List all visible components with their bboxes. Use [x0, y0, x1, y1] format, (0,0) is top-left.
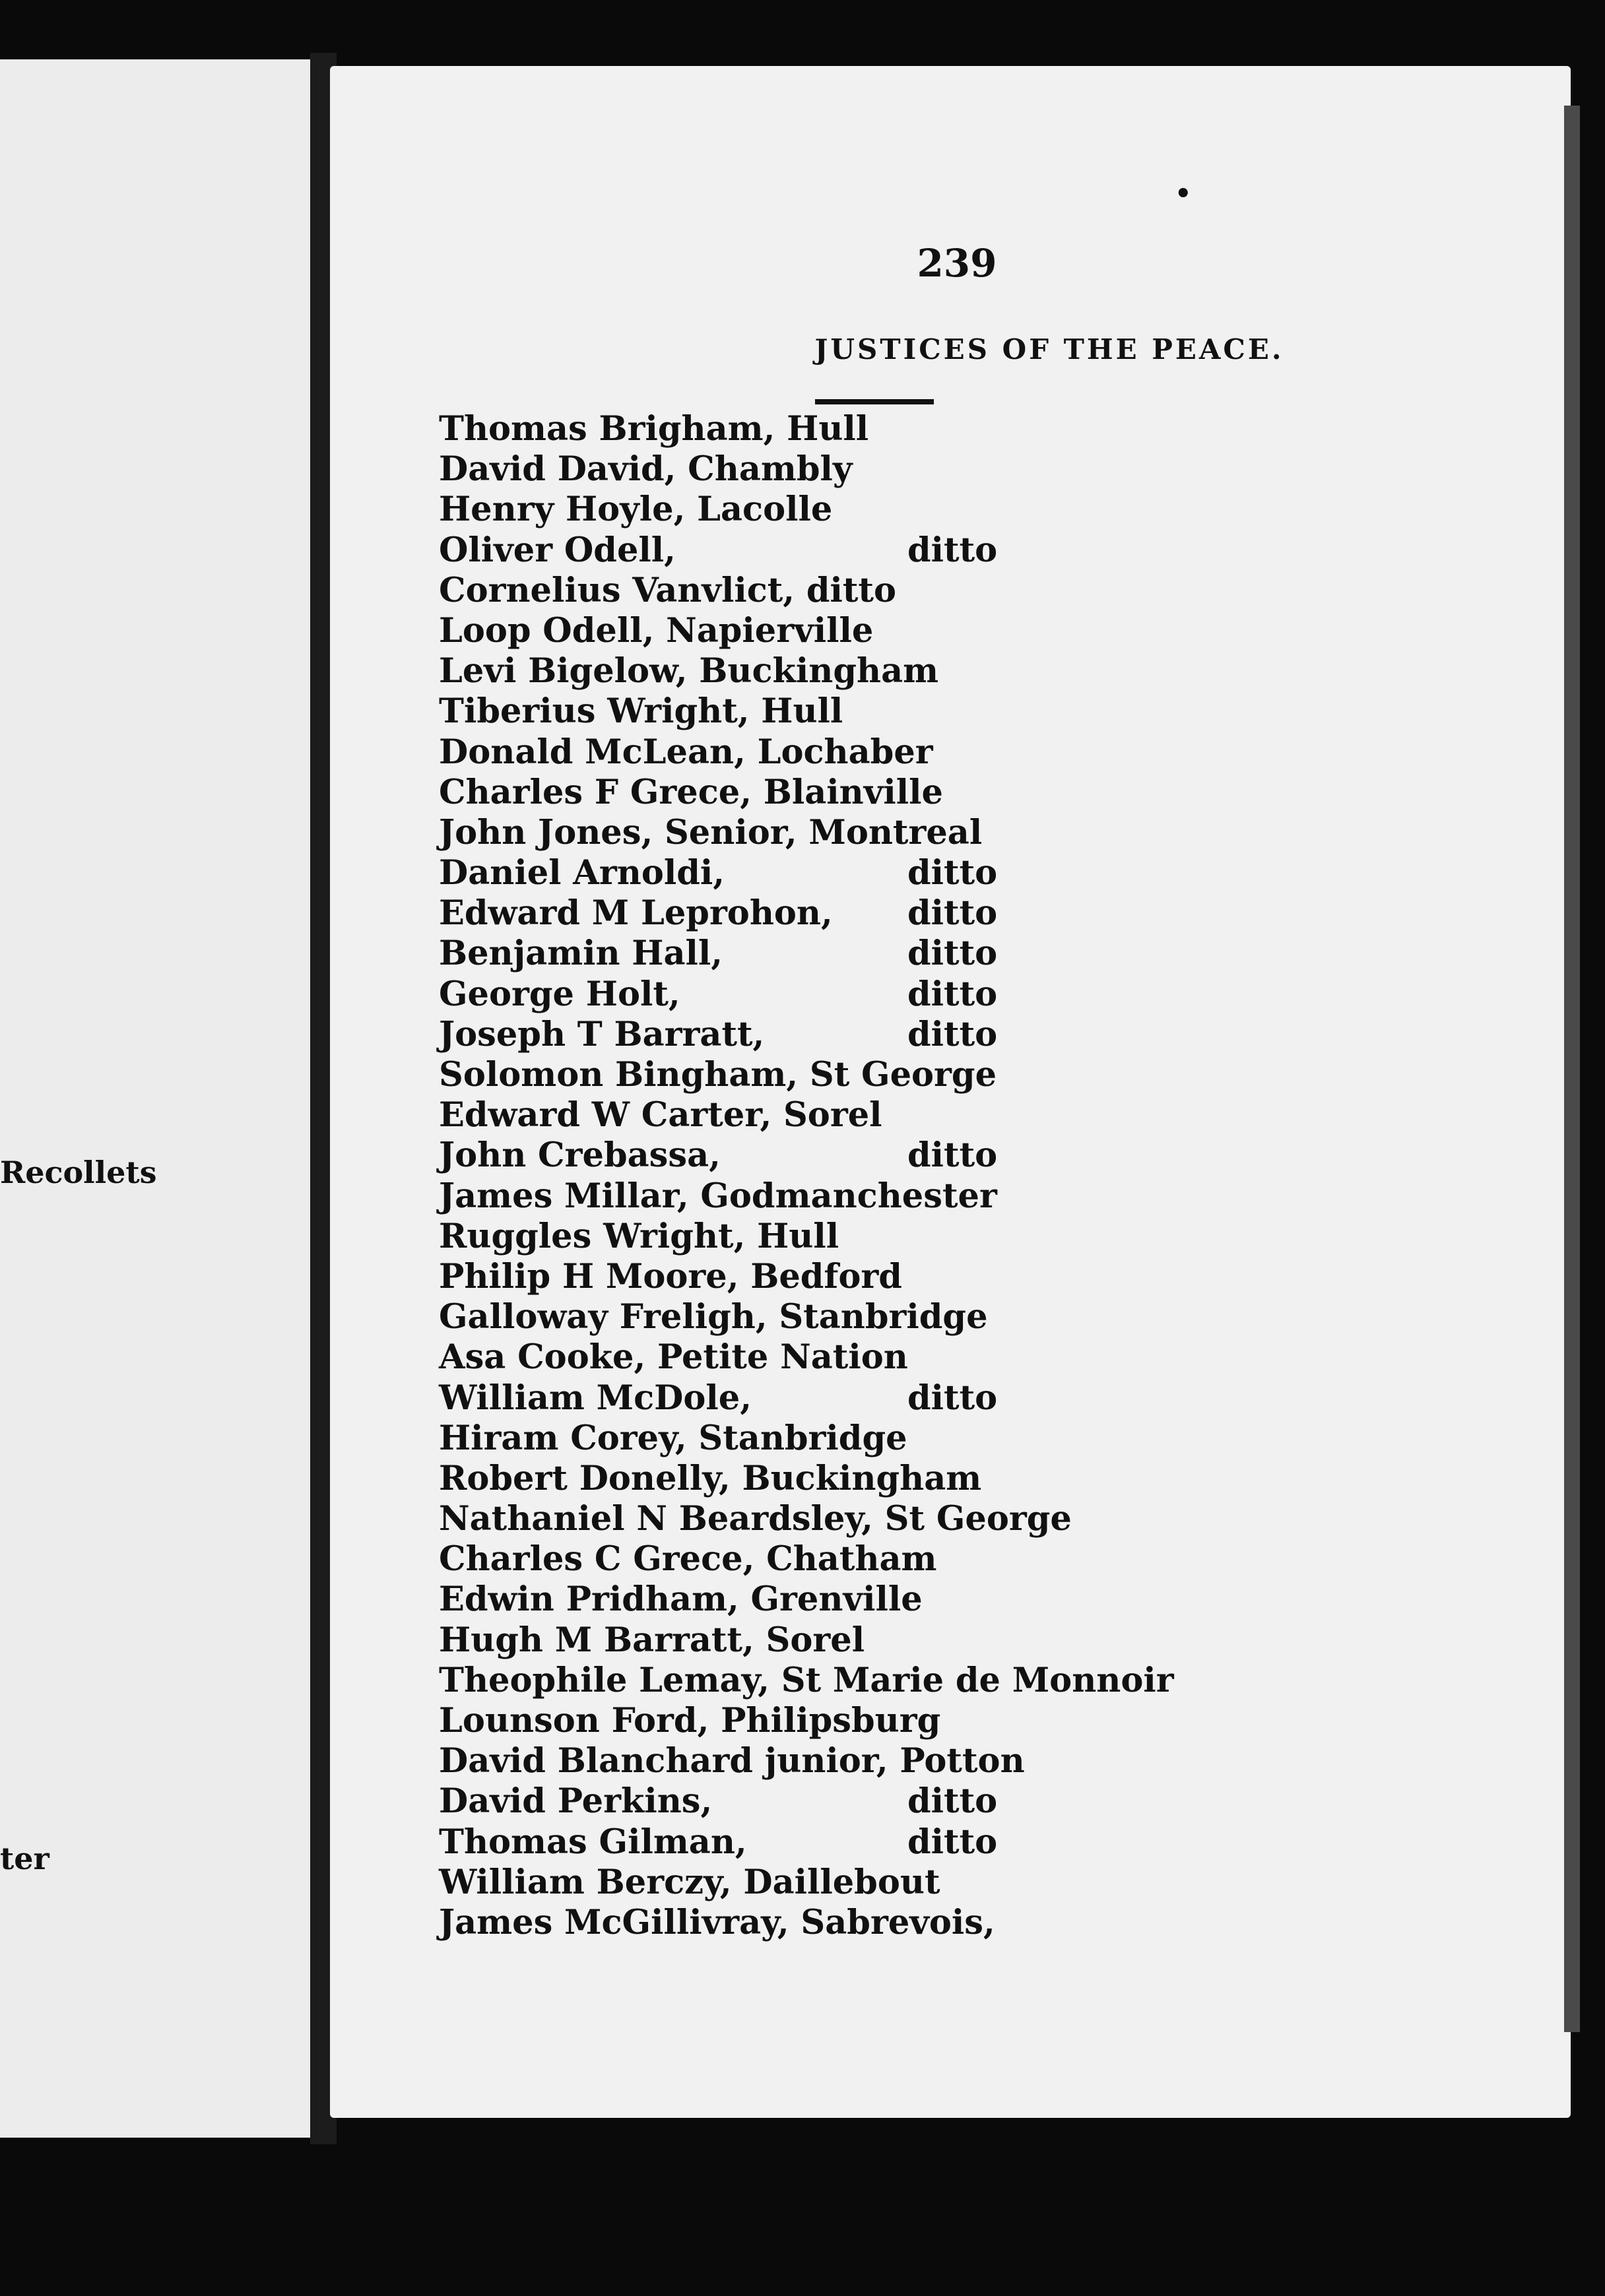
justice-name: Loop Odell, Napierville: [439, 610, 874, 651]
justice-name: Thomas Brigham, Hull: [439, 409, 869, 449]
justice-name: James McGillivray, Sabrevois,: [439, 1902, 995, 1942]
justice-entry: [439, 1015, 1528, 1055]
justice-name: Donald McLean, Lochaber: [439, 732, 933, 772]
justice-name: Levi Bigelow, Buckingham: [439, 651, 939, 691]
justice-entry: [439, 1701, 1528, 1741]
ditto-mark: ditto: [907, 1378, 998, 1418]
justice-entry: [439, 974, 1528, 1015]
justice-entry: [439, 1741, 1528, 1781]
justice-name: Lounson Ford, Philipsburg: [439, 1701, 941, 1740]
justice-entry: [439, 1257, 1528, 1297]
ditto-mark: ditto: [907, 1135, 998, 1176]
left-page: [0, 59, 317, 2138]
justice-name: Robert Donelly, Buckingham: [439, 1458, 982, 1498]
justice-name: Nathaniel N Beardsley, St George: [439, 1499, 1072, 1539]
justice-name: John Crebassa,: [439, 1135, 721, 1176]
justice-entry: [439, 732, 1528, 773]
justice-name: Daniel Arnoldi,: [439, 853, 725, 893]
justice-entry: [439, 1539, 1528, 1579]
left-page-fragment: ter: [0, 1841, 49, 1876]
justice-name: David Perkins,: [439, 1781, 713, 1822]
justice-entry: [439, 1822, 1528, 1863]
justice-entry: [439, 1176, 1528, 1217]
justice-name: Charles C Grece, Chatham: [439, 1539, 937, 1579]
justice-entry: [439, 611, 1528, 651]
justice-name: William Berczy, Daillebout: [439, 1862, 940, 1902]
justice-entry: [439, 1055, 1528, 1095]
justice-entry: [439, 651, 1528, 691]
ditto-mark: ditto: [907, 853, 998, 893]
justice-entry: [439, 1297, 1528, 1337]
justice-entry: [439, 1217, 1528, 1257]
justice-name: Henry Hoyle, Lacolle: [439, 490, 833, 530]
justice-name: Philip H Moore, Bedford: [439, 1256, 902, 1296]
justice-entry: [439, 1579, 1528, 1620]
justice-name: Charles F Grece, Blainville: [439, 772, 943, 812]
justice-entry: [439, 490, 1528, 530]
justice-entry: [439, 813, 1528, 853]
justice-entry: [439, 530, 1528, 571]
justice-name: Ruggles Wright, Hull: [439, 1216, 839, 1256]
justice-name: Tiberius Wright, Hull: [439, 691, 843, 732]
justice-name: Thomas Gilman,: [439, 1822, 747, 1862]
justice-name: Edwin Pridham, Grenville: [439, 1579, 923, 1620]
justice-entry: [439, 1620, 1528, 1661]
ditto-mark: ditto: [907, 893, 998, 934]
justice-name: Asa Cooke, Petite Nation: [439, 1337, 908, 1378]
justice-name: Hiram Corey, Stanbridge: [439, 1418, 907, 1458]
justice-name: Oliver Odell,: [439, 530, 676, 570]
justice-entry: [439, 1499, 1528, 1539]
justice-entry: [439, 1863, 1528, 1903]
ditto-mark: ditto: [907, 1822, 998, 1862]
justice-entry: [439, 1135, 1528, 1176]
justice-name: Edward W Carter, Sorel: [439, 1095, 882, 1135]
justices-list: [439, 409, 1528, 1943]
justice-name: George Holt,: [439, 974, 680, 1014]
justice-entry: [439, 1459, 1528, 1499]
justice-entry: [439, 1419, 1528, 1459]
justice-name: Hugh M Barratt, Sorel: [439, 1620, 865, 1660]
right-page: [330, 66, 1571, 2118]
ditto-mark: ditto: [907, 934, 998, 974]
ditto-mark: ditto: [907, 1014, 998, 1054]
justice-entry: [439, 1661, 1528, 1701]
justice-name: Theophile Lemay, St Marie de Monnoir: [439, 1660, 1174, 1700]
justice-entry: [439, 449, 1528, 490]
justice-entry: [439, 853, 1528, 893]
justice-entry: [439, 1781, 1528, 1822]
justice-name: Joseph T Barratt,: [439, 1014, 765, 1054]
justice-entry: [439, 691, 1528, 732]
justice-name: Benjamin Hall,: [439, 934, 723, 974]
justice-entry: [439, 409, 1528, 449]
justice-name: Edward M Leprohon,: [439, 893, 833, 934]
justice-name: David Blanchard junior, Potton: [439, 1741, 1025, 1781]
ditto-mark: ditto: [907, 530, 998, 570]
justice-entry: [439, 893, 1528, 934]
justice-name: Galloway Freligh, Stanbridge: [439, 1297, 988, 1337]
justice-name: John Jones, Senior, Montreal: [439, 812, 983, 852]
justice-entry: [439, 571, 1528, 611]
page-heading: JUSTICES OF THE PEACE.: [814, 333, 1284, 366]
justice-entry: [439, 1903, 1528, 1943]
ink-mark: •: [1175, 178, 1192, 209]
ditto-mark: ditto: [907, 974, 998, 1014]
heading-rule: [815, 399, 934, 404]
justice-entry: [439, 934, 1528, 974]
left-page-fragment: Recollets: [0, 1155, 157, 1190]
page-edge: [1564, 106, 1580, 2032]
justice-name: Solomon Bingham, St George: [439, 1055, 997, 1095]
justice-name: David David, Chambly: [439, 449, 853, 490]
justice-name: James Millar, Godmanchester: [439, 1176, 997, 1216]
ditto-mark: ditto: [907, 1781, 998, 1822]
justice-entry: [439, 1095, 1528, 1135]
page-number: 239: [917, 241, 997, 286]
justice-entry: [439, 773, 1528, 813]
justice-entry: [439, 1337, 1528, 1378]
justice-name: Cornelius Vanvlict, ditto: [439, 570, 896, 610]
justice-name: William McDole,: [439, 1378, 752, 1418]
justice-entry: [439, 1378, 1528, 1419]
